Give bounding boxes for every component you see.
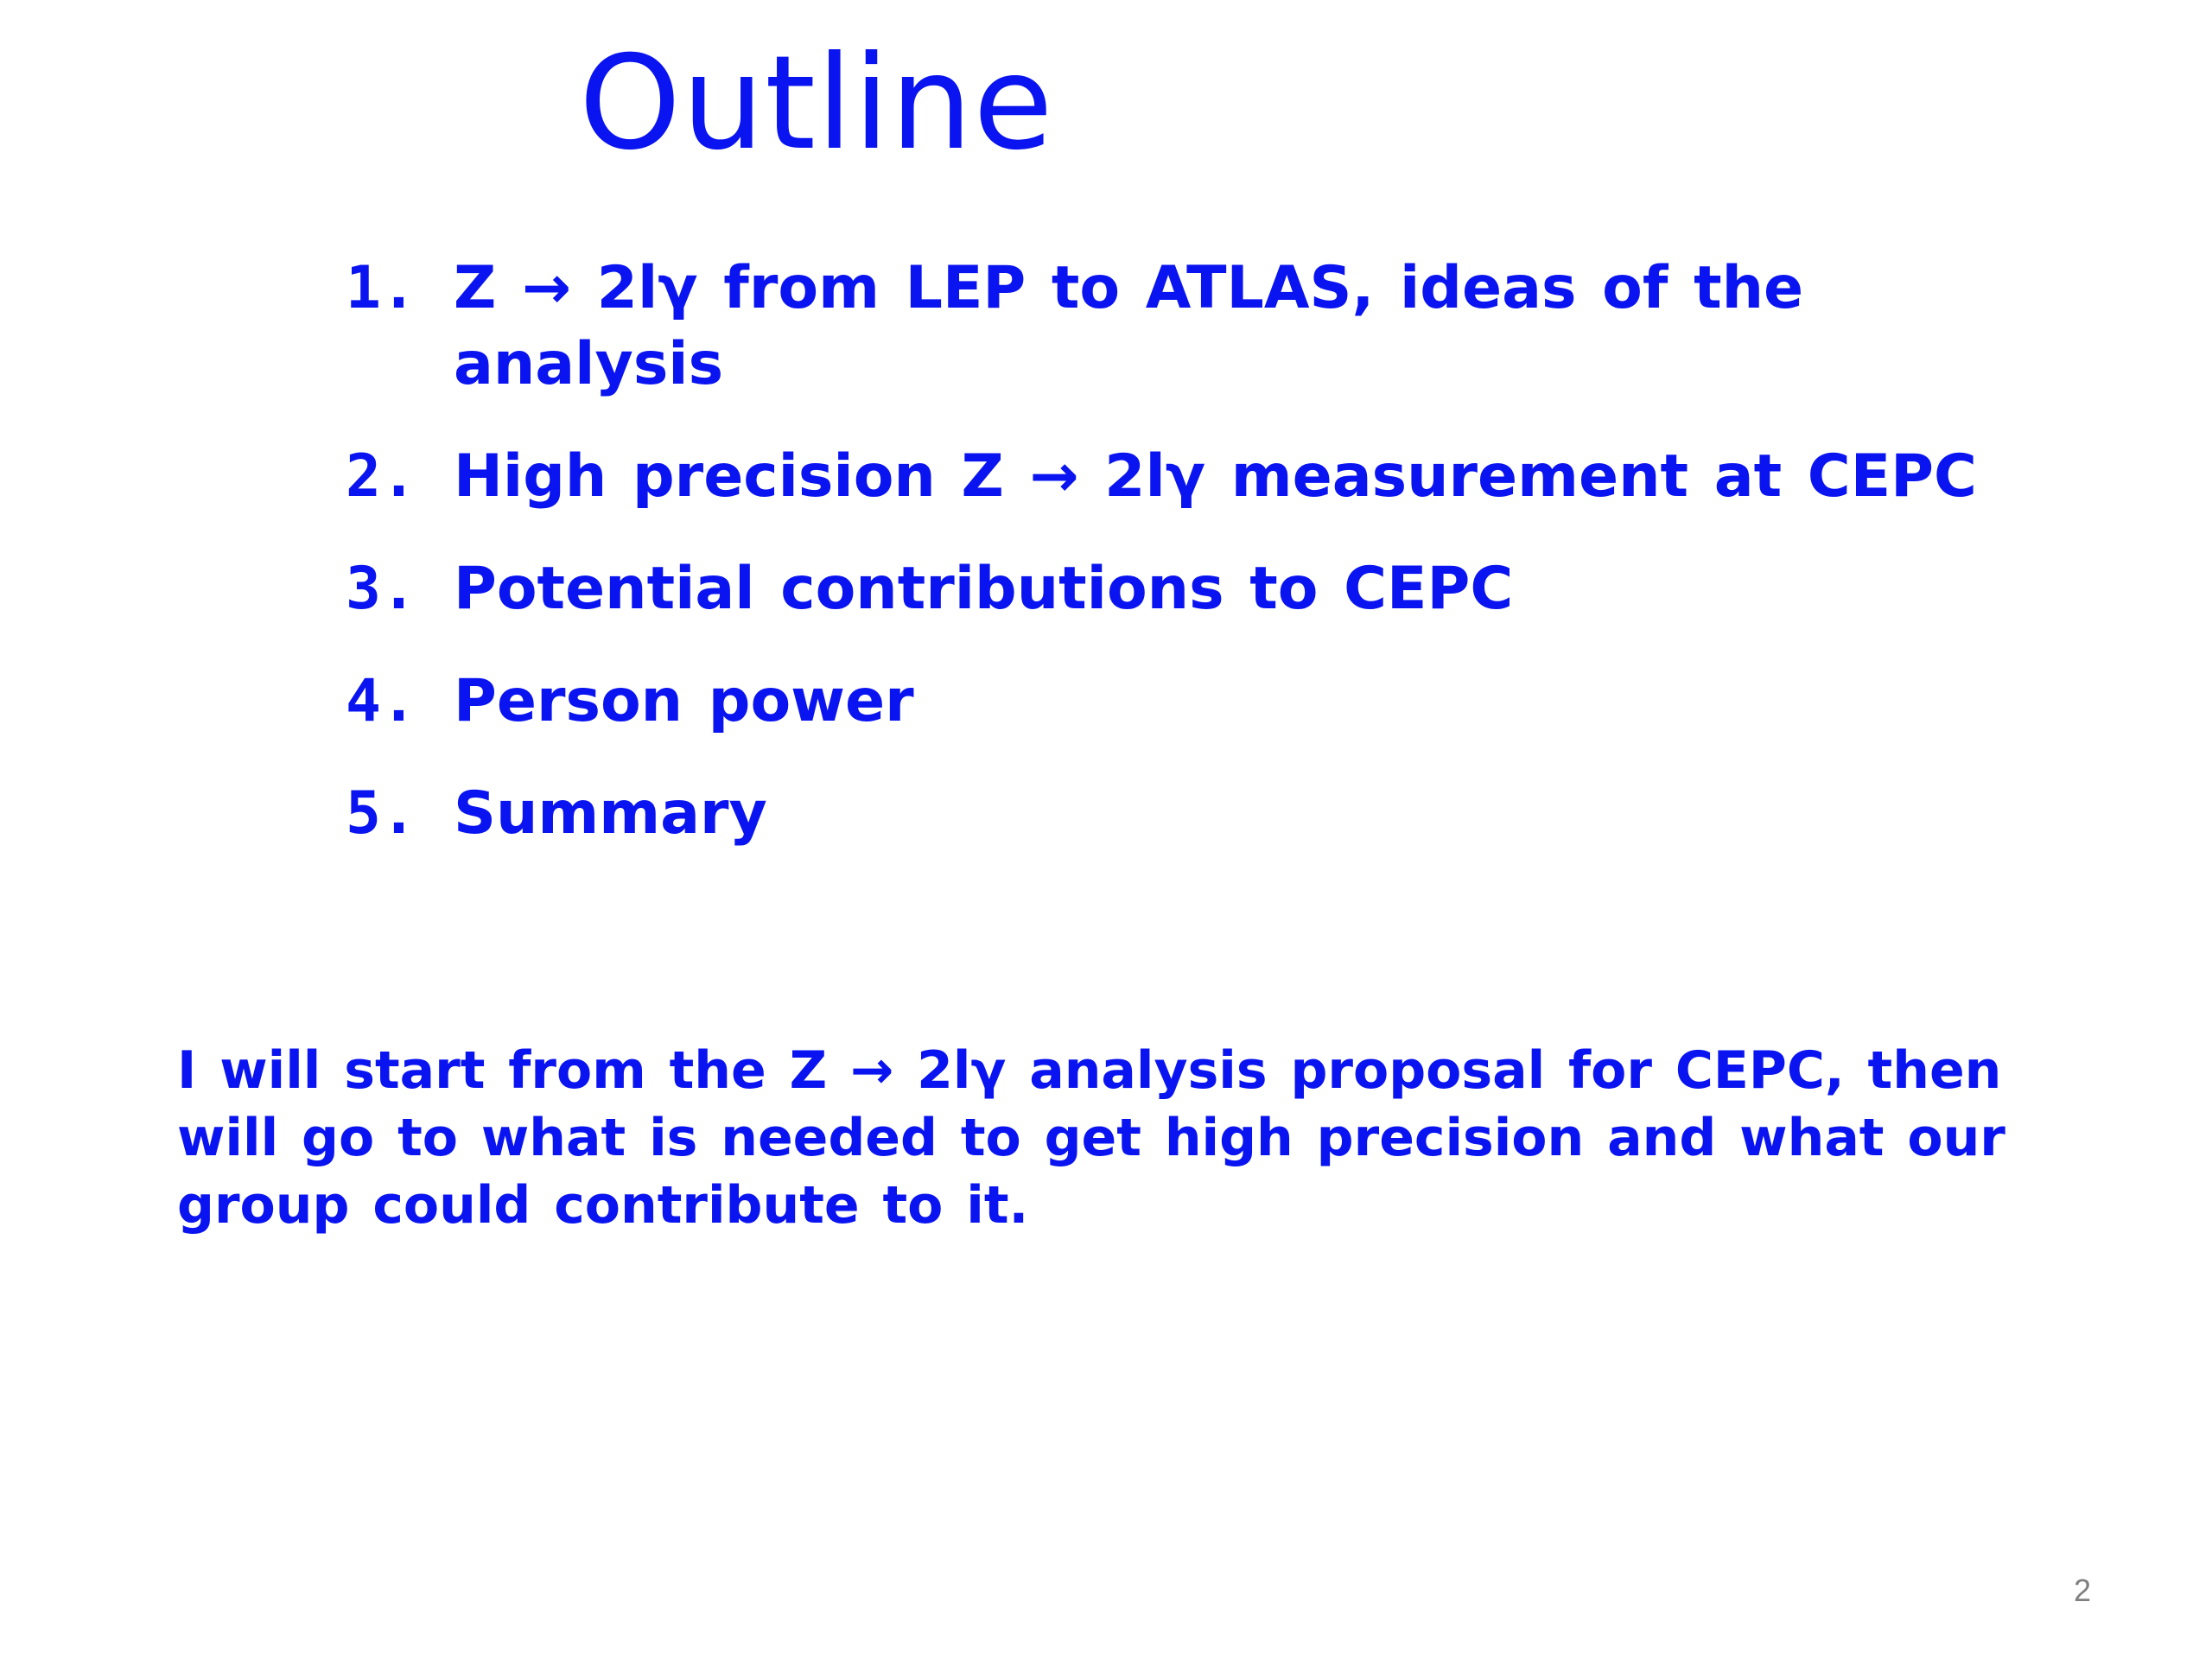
- outline-item-number: 1.: [346, 254, 416, 322]
- outline-item-text: Person power: [454, 667, 914, 735]
- outline-item-number: 3.: [346, 555, 416, 623]
- outline-item-number: 4.: [346, 667, 416, 735]
- outline-item-5: [346, 776, 1987, 852]
- outline-item-text: Potential contributions to CEPC: [454, 555, 1514, 623]
- outline-item-number: 5.: [346, 779, 416, 848]
- outline-list: [346, 251, 1987, 888]
- outline-item-text: High precision Z → 2lγ measurement at CEPC: [454, 442, 1977, 511]
- outline-item-text: Summary: [454, 779, 767, 848]
- outline-item-number: 2.: [346, 442, 416, 511]
- outline-item-text: Z → 2lγ from LEP to ATLAS, ideas of the analysis: [454, 254, 1804, 398]
- intro-note: I will start from the Z → 2lγ analysis proposal for CEPC, then will go to what is needed to get high precision and what our group could contribute to it.: [177, 1040, 2005, 1236]
- outline-item-1: [346, 251, 1987, 403]
- outline-item-3: [346, 551, 1987, 627]
- slide-title: Outline: [579, 29, 1054, 179]
- outline-item-4: [346, 664, 1987, 740]
- outline-item-2: [346, 439, 1987, 515]
- page-number: 2: [2073, 1573, 2091, 1608]
